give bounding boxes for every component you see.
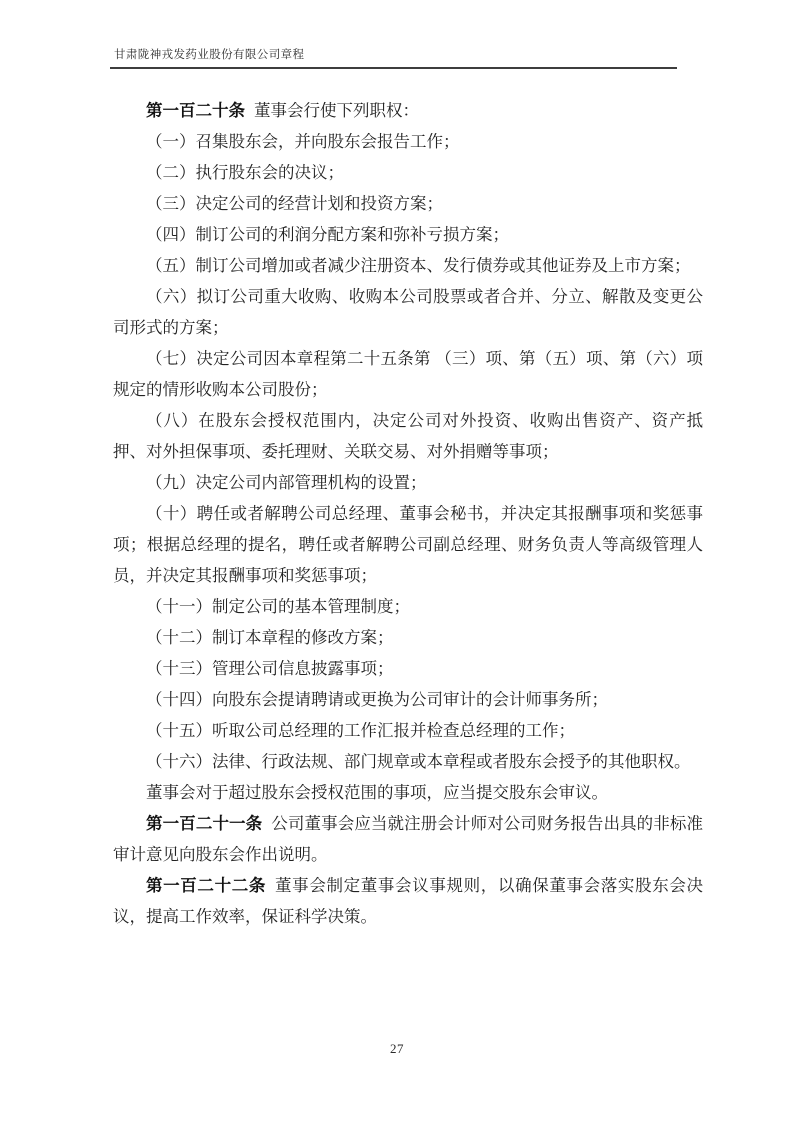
paragraph-text: （十三）管理公司信息披露事项； <box>146 659 394 678</box>
list-item-paragraph <box>113 343 703 405</box>
page-number: 27 <box>390 1041 404 1056</box>
body-paragraph <box>113 777 703 808</box>
list-item-paragraph <box>113 467 703 498</box>
paragraph-text: 董事会制定董事会议事规则，以确保董事会落实股东会决议，提高工作效率，保证科学决策。 <box>113 876 704 926</box>
page-header <box>110 46 677 69</box>
paragraph-text: （十）聘任或者解聘公司总经理、董事会秘书，并决定其报酬事项和奖惩事项；根据总经理的提名，聘任或者解聘公司副总经理、财务负责人等高级管理人员，并决定其报酬事项和奖惩事项； <box>113 504 703 585</box>
list-item-paragraph <box>113 715 703 746</box>
paragraph-text: （七）决定公司因本章程第二十五条第 （三）项、第（五）项、第（六）项规定的情形收购本公司股份； <box>113 349 703 399</box>
article-number: 第一百二十一条 <box>146 814 263 833</box>
paragraph-text: （十二）制订本章程的修改方案； <box>146 628 394 647</box>
list-item-paragraph <box>113 622 703 653</box>
paragraph-text: 公司董事会应当就注册会计师对公司财务报告出具的非标准审计意见向股东会作出说明。 <box>113 814 703 864</box>
article-number: 第一百二十条 <box>146 101 245 120</box>
paragraph-text: （十六）法律、行政法规、部门规章或本章程或者股东会授予的其他职权。 <box>146 752 691 771</box>
paragraph-text: （四）制订公司的利润分配方案和弥补亏损方案； <box>146 225 509 244</box>
paragraph-text: （二）执行股东会的决议； <box>146 163 344 182</box>
paragraph-text: 董事会对于超过股东会授权范围的事项，应当提交股东会审议。 <box>146 783 608 802</box>
list-item-paragraph <box>113 281 703 343</box>
list-item-paragraph <box>113 653 703 684</box>
paragraph-text: （三）决定公司的经营计划和投资方案； <box>146 194 443 213</box>
list-item-paragraph <box>113 250 703 281</box>
list-item-paragraph <box>113 126 703 157</box>
paragraph-text: （八）在股东会授权范围内，决定公司对外投资、收购出售资产、资产抵押、对外担保事项、委托理财、关联交易、对外捐赠等事项； <box>113 411 703 461</box>
paragraph-text: （十一）制定公司的基本管理制度； <box>146 597 410 616</box>
paragraph-text: （六）拟订公司重大收购、收购本公司股票或者合并、分立、解散及变更公司形式的方案； <box>113 287 703 337</box>
list-item-paragraph <box>113 157 703 188</box>
paragraph-text: （九）决定公司内部管理机构的设置； <box>146 473 427 492</box>
document-body <box>113 95 703 932</box>
paragraph-text: （十五）听取公司总经理的工作汇报并检查总经理的工作； <box>146 721 575 740</box>
page-footer <box>0 1040 794 1058</box>
paragraph-text: 董事会行使下列职权： <box>254 101 419 120</box>
paragraph-text: （一）召集股东会，并向股东会报告工作； <box>146 132 460 151</box>
list-item-paragraph <box>113 188 703 219</box>
header-title: 甘肃陇神戎发药业股份有限公司章程 <box>114 49 305 61</box>
article-heading-paragraph <box>113 870 703 932</box>
list-item-paragraph <box>113 219 703 250</box>
article-heading-paragraph <box>113 808 703 870</box>
list-item-paragraph <box>113 405 703 467</box>
paragraph-text: （十四）向股东会提请聘请或更换为公司审计的会计师事务所； <box>146 690 608 709</box>
list-item-paragraph <box>113 498 703 591</box>
list-item-paragraph <box>113 746 703 777</box>
list-item-paragraph <box>113 591 703 622</box>
paragraph-text: （五）制订公司增加或者减少注册资本、发行债券或其他证券及上市方案； <box>146 256 691 275</box>
article-heading-paragraph <box>113 95 703 126</box>
list-item-paragraph <box>113 684 703 715</box>
article-number: 第一百二十二条 <box>146 876 267 895</box>
